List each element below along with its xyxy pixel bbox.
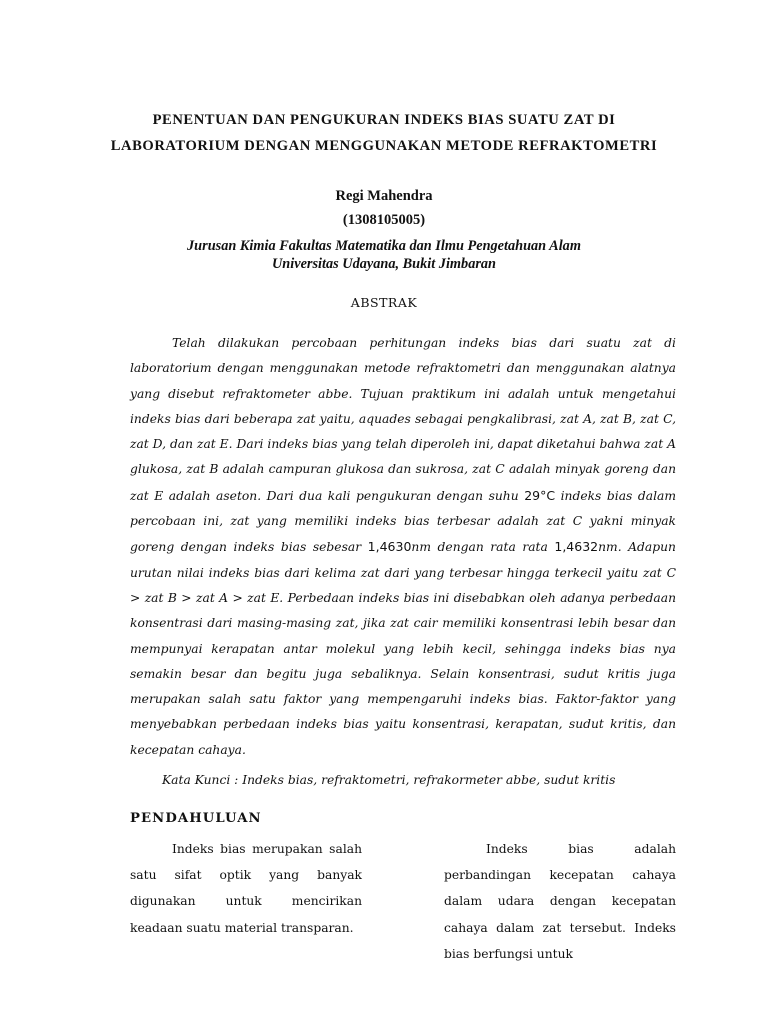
author-id: (1308105005) (342, 212, 426, 228)
abstract-text-2: indeks bias dalam percobaan ini, zat yang memiliki indeks bias terbesar adalah zat C yakni minyak goreng dengan indeks bias sebesar (130, 488, 676, 555)
intro-column-right: Indeks bias adalah perbandingan kecepatan cahaya dalam udara dengan kecepatan cahaya dalam zat tersebut. Indeks bias berfungsi untuk (444, 842, 676, 961)
intro-column-left: Indeks bias merupakan salah satu sifat optik yang banyak digunakan untuk mencirikan keadaan suatu material transparan. (130, 842, 362, 935)
abstract-text-1: Telah dilakukan percobaan perhitungan indeks bias dari suatu zat di laboratorium dengan menggunakan metode refraktometri dan menggunakan alatnya yang disebut refraktometer abbe. Tujuan praktikum ini adalah untuk mengetahui indeks bias dari beberapa zat yaitu, aquades sebagai pengkalibrasi, zat A, zat B, zat C, zat D, dan zat E. Dari indeks bias yang telah diperoleh ini, dapat diketahui bahwa zat A glukosa, zat B adalah campuran glukosa dan sukrosa, zat C adalah minyak goreng dan zat E adalah aseton. Dari dua kali pengukuran dengan suhu (130, 336, 676, 503)
abstract-value-1: 1,4630 (367, 539, 412, 555)
abstract-heading: ABSTRAK (350, 295, 418, 310)
author-name: Regi Mahendra (335, 188, 433, 204)
abstract-value-2: 1,4632 (554, 539, 599, 555)
abstract-unit-1: nm (411, 540, 431, 555)
affiliation-line-1: Jurusan Kimia Fakultas Matematika dan Ilmu Pengetahuan Alam (187, 238, 581, 254)
affiliation-line-2: Universitas Udayana, Bukit Jimbaran (271, 256, 497, 272)
abstract-body (130, 331, 676, 763)
abstract-text-3: dengan rata rata (431, 540, 555, 555)
title-line-1: PENENTUAN DAN PENGUKURAN INDEKS BIAS SUATU ZAT DI (152, 112, 616, 128)
abstract-unit-2: nm (598, 540, 618, 555)
title-line-2: LABORATORIUM DENGAN MENGGUNAKAN METODE REFRAKTOMETRI (110, 138, 658, 154)
keywords: Kata Kunci : Indeks bias, refraktometri, refrakormeter abbe, sudut kritis (162, 773, 616, 787)
section-heading-pendahuluan: PENDAHULUAN (130, 811, 262, 826)
abstract-text-4: . Adapun urutan nilai indeks bias dari kelima zat dari yang terbesar hingga terkecil yaitu zat C > zat B > zat A > zat E. Perbedaan indeks bias ini disebabkan oleh adanya perbedaan konsentrasi dari masing-masing zat, jika zat cair memiliki konsentrasi lebih besar dan mempunyai kerapatan antar molekul yang lebih kecil, sehingga indeks bias nya semakin besar dan begitu juga sebaliknya. Selain konsentrasi, sudut kritis juga merupakan salah satu faktor yang mempengaruhi indeks bias. Faktor-faktor yang menyebabkan perbedaan indeks bias yaitu konsentrasi, kerapatan, sudut kritis, dan kecepatan cahaya. (130, 540, 676, 757)
abstract-temperature: 29°C (524, 487, 556, 503)
